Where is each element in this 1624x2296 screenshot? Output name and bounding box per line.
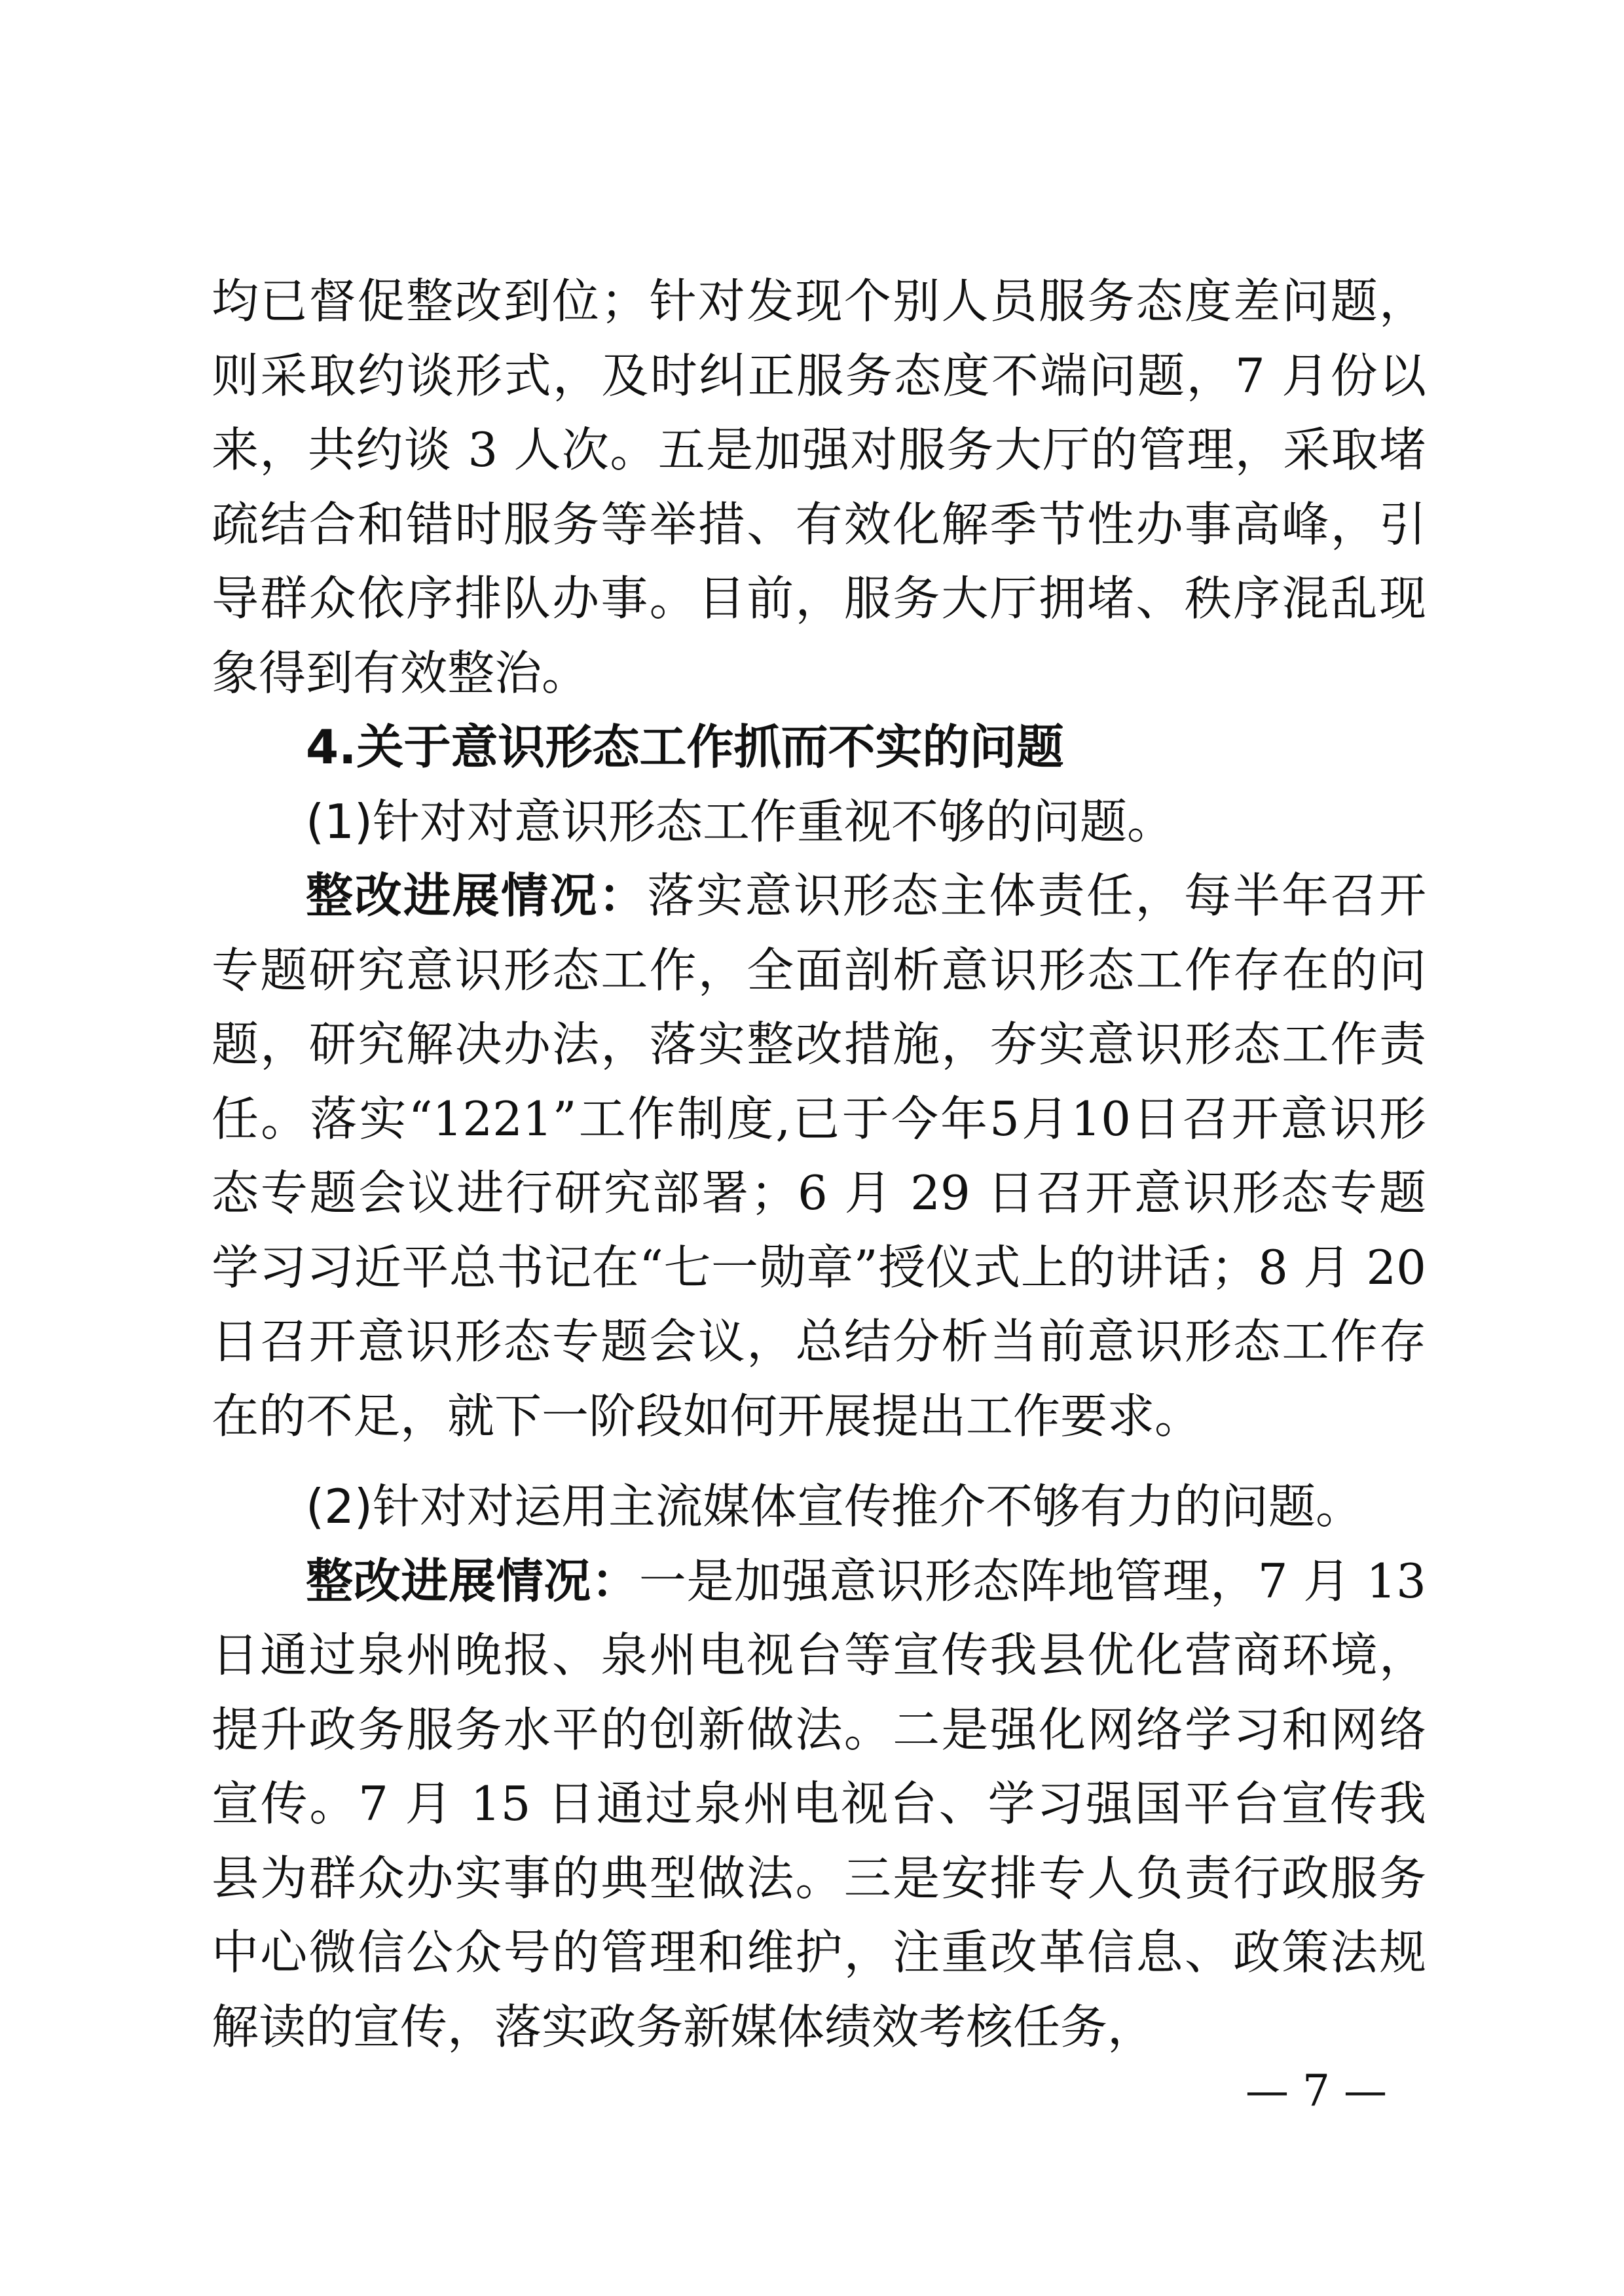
progress-paragraph-2 [212,1544,1426,2065]
progress-lead-label: 整改进展情况： [306,868,648,923]
progress-text: 落实意识形态主体责任，每半年召开专题研究意识形态工作，全面剖析意识形态工作存在的问题，研究解决办法，落实整改措施，夯实意识形态工作责任。落实“1221”工作制度,已于今年5月10日召开意识形态专题会议进行研究部署；6 月 29 日召开意识形态专题学习习近平总书记在“七一勋章”授仪式上的讲话；8 月 20 日召开意识形态专题会议，总结分析当前意识形态工作存在的不足，就下一阶段如何开展提出工作要求。 [212,868,1426,1444]
page-number: — 7 — [1246,2066,1387,2116]
section-heading: 4.关于意识形态工作抓而不实的问题 [306,720,1064,774]
progress-text: 一是加强意识形态阵地管理，7 月 13 日通过泉州晚报、泉州电视台等宣传我县优化营商环境，提升政务服务水平的创新做法。二是强化网络学习和网络宣传。7 月 15 日通过泉州电视台、学习强国平台宣传我县为群众办实事的典型做法。三是安排专人负责行政服务中心微信公众号的管理和维护，注重改革信息、政策法规解读的宣传，落实政务新媒体绩效考核任务， [212,1553,1426,2054]
progress-lead-label: 整改进展情况： [306,1553,639,1609]
document-body [212,264,1426,2064]
paragraph-continuation: 均已督促整改到位；针对发现个别人员服务态度差问题，则采取约谈形式，及时纠正服务态度不端问题，7 月份以来，共约谈 3 人次。五是加强对服务大厅的管理，采取堵疏结合和错时服务等举措、有效化解季节性办事高峰，引导群众依序排队办事。目前，服务大厅拥堵、秩序混乱现象得到有效整治。 [212,274,1426,701]
sub-heading-1: (1)针对对意识形态工作重视不够的问题。 [306,793,1174,849]
progress-paragraph-1 [212,859,1426,1453]
sub-heading-2: (2)针对对运用主流媒体宣传推介不够有力的问题。 [306,1479,1363,1534]
